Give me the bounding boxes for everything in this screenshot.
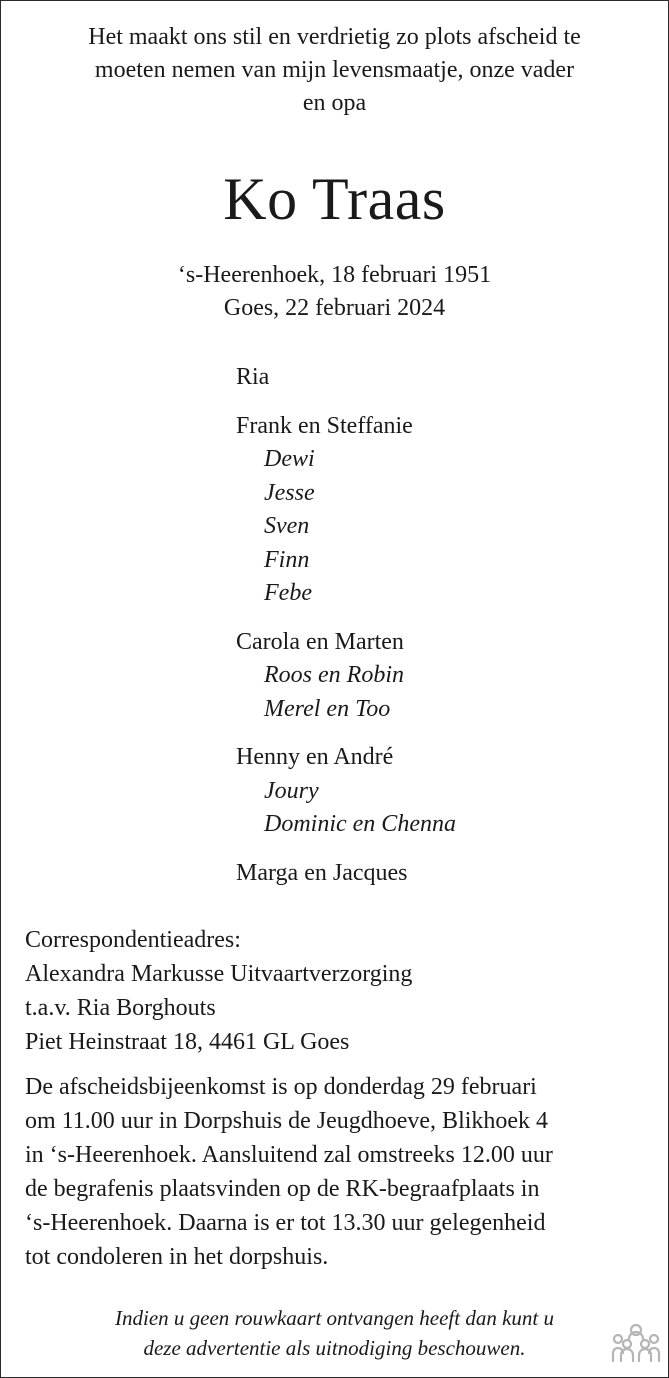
people-group-icon: [610, 1323, 662, 1363]
family-group: [236, 410, 456, 611]
grandchild: Jesse: [264, 479, 315, 506]
address-line: Correspondentieadres:: [25, 927, 241, 953]
grandchild: Roos en Robin: [264, 662, 404, 688]
ceremony-line: ‘s-Heerenhoek. Daarna is er tot 13.30 uur gelegenheid: [25, 1210, 546, 1236]
note-line: Indien u geen rouwkaart ontvangen heeft dan kunt u: [115, 1306, 554, 1330]
grandchild: Febe: [264, 580, 312, 606]
family-group: [236, 361, 456, 395]
grandchild: Sven: [264, 513, 310, 539]
life-dates: [1, 259, 668, 325]
family-group: [236, 741, 456, 842]
ceremony-line: de begrafenis plaatsvinden op de RK-begraafplaats in: [25, 1176, 540, 1202]
ceremony-line: om 11.00 uur in Dorpshuis de Jeugdhoeve, Blikhoek 4: [25, 1108, 549, 1134]
grandchild: Dewi: [264, 446, 315, 472]
ceremony-line: De afscheidsbijeenkomst is op donderdag 29 februari: [25, 1074, 537, 1100]
family-member: Ria: [236, 364, 270, 390]
family-member: Frank en Steffanie: [236, 412, 413, 439]
grandchild: Joury: [264, 777, 319, 804]
family-member: Marga en Jacques: [236, 859, 408, 886]
family-member: Henny en André: [236, 744, 394, 770]
intro-line: Het maakt ons stil en verdrietig zo plots afscheid te: [88, 24, 581, 50]
intro-line: en opa: [302, 90, 367, 116]
family-group: [236, 626, 456, 727]
note-line: deze advertentie als uitnodiging beschouwen.: [143, 1336, 526, 1360]
family-list: [236, 361, 456, 905]
family-group: [236, 857, 456, 891]
death-line: Goes, 22 februari 2024: [223, 295, 446, 321]
family-member: Carola en Marten: [236, 628, 404, 655]
ceremony-info: [25, 1070, 553, 1274]
address-line: t.a.v. Ria Borghouts: [25, 995, 216, 1021]
address-line: Alexandra Markusse Uitvaartverzorging: [25, 961, 413, 987]
address-line: Piet Heinstraat 18, 4461 GL Goes: [25, 1029, 350, 1055]
grandchild: Finn: [264, 546, 310, 573]
grandchild: Dominic en Chenna: [264, 811, 456, 837]
grandchild: Merel en Too: [264, 695, 391, 722]
intro-text: [21, 21, 648, 120]
intro-line: moeten nemen van mijn levensmaatje, onze vader: [94, 57, 575, 83]
ceremony-line: tot condoleren in het dorpshuis.: [25, 1244, 329, 1270]
ceremony-line: in ‘s-Heerenhoek. Aansluitend zal omstreeks 12.00 uur: [25, 1142, 553, 1168]
birth-line: ‘s-Heerenhoek, 18 februari 1951: [177, 262, 492, 288]
invitation-note: [1, 1303, 668, 1363]
deceased-name: Ko Traas: [223, 166, 446, 232]
correspondence-address: [25, 923, 412, 1059]
